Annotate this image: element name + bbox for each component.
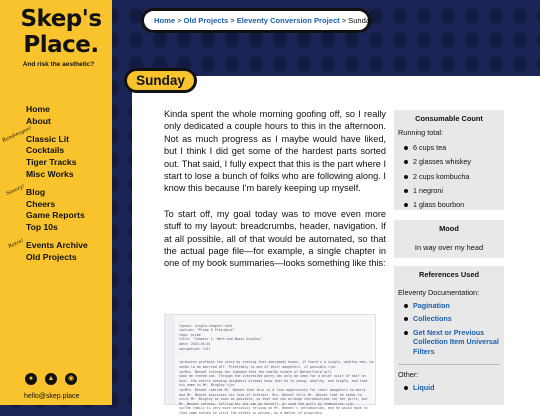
code-line: needs to be married off. Preferably to one of their daughters, if possible.</p> bbox=[179, 364, 336, 369]
references-panel bbox=[394, 266, 504, 405]
code-line: <p>Austen prefaces the story by stating that everybody knows, if there's a single, wealthy man, he bbox=[179, 360, 374, 365]
sidebar-item-top-10s[interactable]: Top 10s bbox=[26, 222, 58, 233]
code-line: --- bbox=[179, 319, 185, 323]
reference-link-collection-filters[interactable]: Get Next or Previous Collection Item Universal Filters bbox=[404, 328, 504, 356]
reference-link-liquid[interactable]: Liquid bbox=[404, 383, 504, 392]
code-line: find some excuse to visit the estate in person, as a matter of propriety. bbox=[179, 410, 324, 415]
code-line: navigation: full bbox=[179, 346, 211, 351]
rss-icon[interactable]: ◉ bbox=[65, 373, 77, 385]
sidebar-item-cocktails[interactable]: Cocktails bbox=[26, 145, 65, 156]
reference-link-pagination[interactable]: Pagination bbox=[404, 301, 504, 310]
consumable-list bbox=[394, 137, 504, 212]
other-references-list bbox=[394, 379, 504, 392]
sidebar-nav bbox=[1, 104, 110, 270]
breadcrumb-old-projects[interactable]: Old Projects bbox=[183, 16, 229, 25]
references-title: References Used bbox=[419, 270, 479, 279]
sidebar-social-icons bbox=[25, 373, 95, 387]
sidebar-item-home[interactable]: Home bbox=[26, 104, 50, 114]
nav-group-main bbox=[26, 104, 110, 128]
code-line: layout: single-chapter.html bbox=[179, 323, 233, 328]
list-item: 6 cups tea bbox=[404, 141, 504, 155]
breadcrumb-eleventy-project[interactable]: Eleventy Conversion Project bbox=[236, 16, 340, 25]
list-item: 2 glasses whiskey bbox=[404, 155, 504, 169]
consumable-count-title: Consumable Count bbox=[415, 114, 483, 123]
breadcrumb bbox=[141, 8, 374, 33]
page-title: Sunday bbox=[124, 68, 197, 93]
code-line: <p>Mrs. Bennet reminds Mr. Bennet that this is a fine opportunity for their daughters to marry bbox=[179, 387, 366, 392]
circle-icon[interactable]: ● bbox=[25, 373, 37, 385]
code-line: <p>Mrs. Bennet informs her husband that the nearby estate of Netherfield will bbox=[179, 369, 332, 374]
breadcrumb-home[interactable]: Home bbox=[154, 16, 176, 25]
breadcrumb-separator: > bbox=[230, 16, 235, 25]
article-body bbox=[164, 108, 386, 283]
nav-group-savory bbox=[5, 183, 110, 234]
code-line: and Mr. Bennet expresses his lack of interest. Mrs. Bennet tells Mr. Bennet that he needs to bbox=[179, 392, 362, 397]
list-item: 1 glass bourbon bbox=[404, 198, 504, 212]
article-paragraph: To start off, my goal today was to move even more stuff to my layout: breadcrumbs, header, navigation. If at all possible, all of that would be automated, so that the actual page file—for example, a single chapter in one of my book summaries—looks something like this: bbox=[164, 208, 386, 269]
code-screenshot bbox=[164, 314, 376, 415]
sidebar-item-events-archive[interactable]: Events Archive bbox=[26, 239, 88, 250]
code-line: visit Mr. Bingley as soon as possible, so that she can arrange introductions for her girls, but bbox=[179, 397, 368, 402]
code-line: Mr. Bennet refuses, telling her she can go herself, or send the girls by themselves.</p> bbox=[179, 401, 354, 406]
site-title[interactable] bbox=[12, 6, 110, 58]
code-line: title: "Chapter 1: Mesh and Boost Display" bbox=[179, 337, 263, 342]
sidebar-item-about[interactable]: About bbox=[26, 115, 51, 126]
code-line: section: "Prime & Prejudice" bbox=[179, 328, 235, 333]
running-total-label: Running total: bbox=[398, 128, 444, 137]
eleventy-docs-label: Eleventy Documentation: bbox=[398, 288, 480, 297]
breadcrumb-current: Sunday bbox=[348, 16, 374, 25]
code-line: hour, the entire evening neighbors already know that he is young, wealthy, and single, and that bbox=[179, 378, 368, 383]
references-list bbox=[394, 297, 504, 356]
sidebar-item-old-projects[interactable]: Old Projects bbox=[26, 251, 77, 262]
breadcrumb-separator: > bbox=[177, 16, 182, 25]
reference-link-collections[interactable]: Collections bbox=[404, 314, 504, 323]
list-item: 1 negroni bbox=[404, 184, 504, 198]
site-title-line2: Place. bbox=[23, 32, 99, 58]
list-item: 2 cups kombucha bbox=[404, 170, 504, 184]
nav-group-bandwagon bbox=[1, 124, 110, 181]
other-label: Other: bbox=[398, 370, 419, 380]
sidebar-item-cheers[interactable]: Cheers bbox=[26, 198, 56, 209]
sidebar-item-misc-works[interactable]: Misc Works bbox=[26, 168, 74, 179]
site-title-line1: Skep's bbox=[20, 6, 102, 32]
code-lines bbox=[179, 319, 374, 415]
mood-text: In way over my head bbox=[414, 243, 484, 252]
code-line: tags: prime bbox=[179, 332, 201, 337]
consumable-count-panel bbox=[394, 110, 504, 210]
sidebar bbox=[0, 0, 112, 405]
mood-title: Mood bbox=[439, 224, 459, 233]
code-line: --- bbox=[179, 351, 185, 356]
group-tag-bandwagon: Bandwagon! bbox=[1, 124, 33, 144]
sidebar-item-blog[interactable]: Blog bbox=[26, 186, 46, 197]
sidebar-item-tiger-tracks[interactable]: Tiger Tracks bbox=[26, 157, 77, 168]
breadcrumb-separator: > bbox=[341, 16, 347, 25]
tagline: And risk the aesthetic? bbox=[22, 61, 95, 68]
code-line: <p>The family is very much seriously relying on Mr. Bennet's introduction, and he would have to bbox=[179, 406, 368, 411]
group-tag-retro: Retro! bbox=[7, 237, 25, 250]
group-tag-savory: Savory! bbox=[5, 183, 26, 197]
sidebar-item-game-reports[interactable]: Game Reports bbox=[26, 210, 85, 221]
mood-panel bbox=[394, 220, 504, 258]
sidebar-item-classic-lit[interactable]: Classic Lit bbox=[26, 133, 69, 144]
nav-group-retro bbox=[7, 237, 110, 264]
code-line: soon be rented out. Through the interested party can only be seen for a brief visit of half an bbox=[179, 374, 366, 379]
code-gutter bbox=[165, 315, 175, 404]
code-line: his name is Mr. Bingley.</p> bbox=[179, 383, 235, 388]
code-line: date: 2024-05-01 bbox=[179, 341, 211, 346]
triangle-icon[interactable]: ▲ bbox=[45, 373, 57, 385]
article-paragraph: Kinda spent the whole morning goofing off, so I really only dedicated a couple hours to this in the afternoon. Not as much progress as I maybe would have liked, but I think I did get some of the hardest parts sorted out. That said, I fully expect that this is the part where I start to lose a bunch of folks who are following along. I know this because I'm barely keeping up myself. bbox=[164, 109, 386, 194]
email-link[interactable]: hello@skep.place bbox=[24, 393, 80, 400]
